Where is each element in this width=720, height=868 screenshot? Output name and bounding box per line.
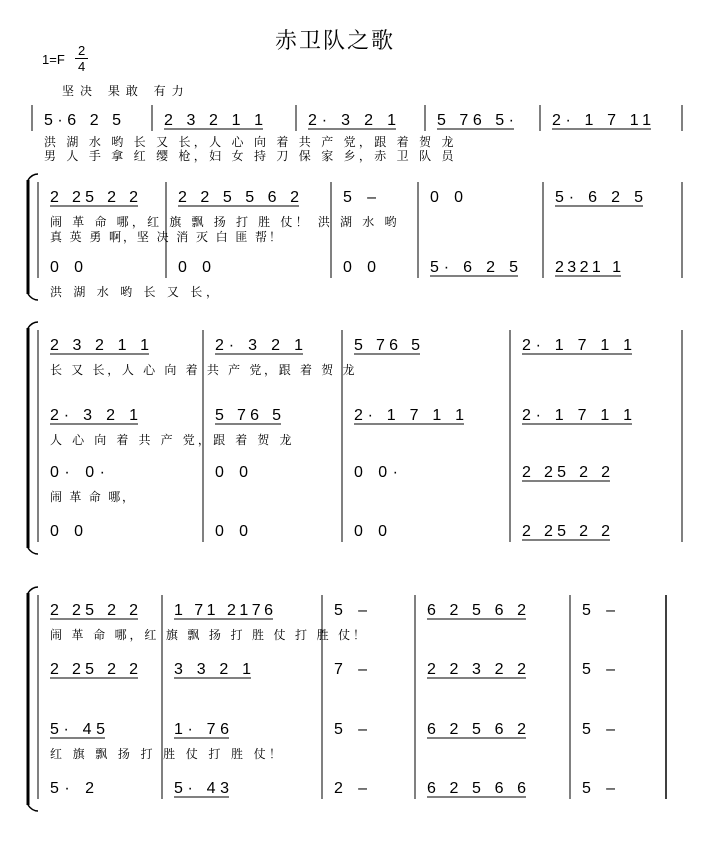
measure-notes: 7 – <box>334 661 367 678</box>
measure-notes: 5 – <box>334 602 367 619</box>
song-title: 赤卫队之歌 <box>275 29 396 54</box>
measure-notes: 5· 43 <box>174 780 229 797</box>
measure-notes: 2· 3 2 1 <box>215 337 303 354</box>
measure-notes: 5· 45 <box>50 721 105 738</box>
measure-notes: 2 2 5 5 6 2 <box>178 189 299 206</box>
measure-notes: 2 25 2 2 <box>522 464 610 481</box>
measure-notes: 5·6 2 5 <box>44 112 121 129</box>
measure-notes: 2 3 2 1 1 <box>164 112 263 129</box>
measure-notes: 5 76 5· <box>437 112 514 129</box>
measure-notes: 5· 6 2 5 <box>430 259 518 276</box>
measure-notes: 2321 1 <box>555 259 621 276</box>
measure-notes: 0 0 <box>430 189 463 206</box>
lyric-line: 红 旗 飘 扬 打 胜 仗 打 胜 仗！ <box>50 747 281 761</box>
lyric-line: 闹 革 命 哪，红 旗 飘 扬 打 胜 仗 打 胜 仗！ <box>50 628 365 642</box>
measure-notes: 5 – <box>343 189 376 206</box>
measure-notes: 0 0 <box>215 464 248 481</box>
lyric-line: 真 英 勇 啊，坚 决 消 灭 白 匪 帮！ <box>50 230 281 244</box>
measure-notes: 0 0 <box>178 259 211 276</box>
measure-notes: 1· 76 <box>174 721 229 738</box>
measure-notes: 2· 3 2 1 <box>308 112 396 129</box>
lyric-line: 洪 湖 水 哟 长 又 长， <box>50 285 218 299</box>
measure-notes: 2 25 2 2 <box>50 189 138 206</box>
measure-notes: 0 0 <box>215 523 248 540</box>
measure-notes: 2 2 3 2 2 <box>427 661 526 678</box>
measure-notes: 3 3 2 1 <box>174 661 251 678</box>
measure-notes: 5 76 5 <box>215 407 281 424</box>
lyric-line: 闹 革 命 哪， <box>50 490 134 504</box>
score-system <box>28 174 682 300</box>
measure-notes: 2· 1 7 1 1 <box>522 407 632 424</box>
measure-notes: 5 – <box>582 661 615 678</box>
score-system <box>32 105 682 163</box>
measure-notes: 0 0 <box>50 523 83 540</box>
measure-notes: 2· 1 7 11 <box>552 112 651 129</box>
lyric-line: 人 心 向 着 共 产 党，跟 着 贺 龙 <box>50 433 292 447</box>
lyric-line: 洪 湖 水 哟 长 又 长，人 心 向 着 共 产 党，跟 着 贺 龙 <box>44 135 454 149</box>
tempo-marking: 坚决 果敢 有力 <box>62 84 190 98</box>
measure-notes: 0 0· <box>354 464 398 481</box>
measure-notes: 0· 0· <box>50 464 105 481</box>
lyric-line: 闹 革 命 哪，红 旗 飘 扬 打 胜 仗！ 洪 湖 水 哟 <box>50 215 397 229</box>
measure-notes: 2· 1 7 1 1 <box>354 407 464 424</box>
score-system <box>28 322 682 554</box>
measure-notes: 0 0 <box>354 523 387 540</box>
measure-notes: 5 – <box>582 602 615 619</box>
lyric-line: 男 人 手 拿 红 缨 枪，妇 女 持 刀 保 家 乡，赤 卫 队 员 <box>44 149 454 163</box>
measure-notes: 2 25 2 2 <box>50 661 138 678</box>
time-signature-top: 2 <box>78 43 86 58</box>
measure-notes: 0 0 <box>50 259 83 276</box>
measure-notes: 5 76 5 <box>354 337 420 354</box>
measure-notes: 2· 3 2 1 <box>50 407 138 424</box>
measure-notes: 5· 6 2 5 <box>555 189 643 206</box>
measure-notes: 2· 1 7 1 1 <box>522 337 632 354</box>
lyric-line: 长 又 长，人 心 向 着 共 产 党，跟 着 贺 龙 <box>50 363 355 377</box>
measure-notes: 1 71 2176 <box>174 602 273 619</box>
measure-notes: 2 25 2 2 <box>522 523 610 540</box>
measure-notes: 2 – <box>334 780 367 797</box>
measure-notes: 5 – <box>582 780 615 797</box>
measure-notes: 6 2 5 6 2 <box>427 721 526 738</box>
measure-notes: 6 2 5 6 2 <box>427 602 526 619</box>
measure-notes: 2 25 2 2 <box>50 602 138 619</box>
measure-notes: 6 2 5 6 6 <box>427 780 526 797</box>
score-system <box>28 587 666 811</box>
measure-notes: 2 3 2 1 1 <box>50 337 149 354</box>
key-signature: 1=F <box>42 52 65 67</box>
measure-notes: 5 – <box>334 721 367 738</box>
measure-notes: 5· 2 <box>50 780 94 797</box>
time-signature-bottom: 4 <box>78 59 86 74</box>
measure-notes: 5 – <box>582 721 615 738</box>
measure-notes: 0 0 <box>343 259 376 276</box>
